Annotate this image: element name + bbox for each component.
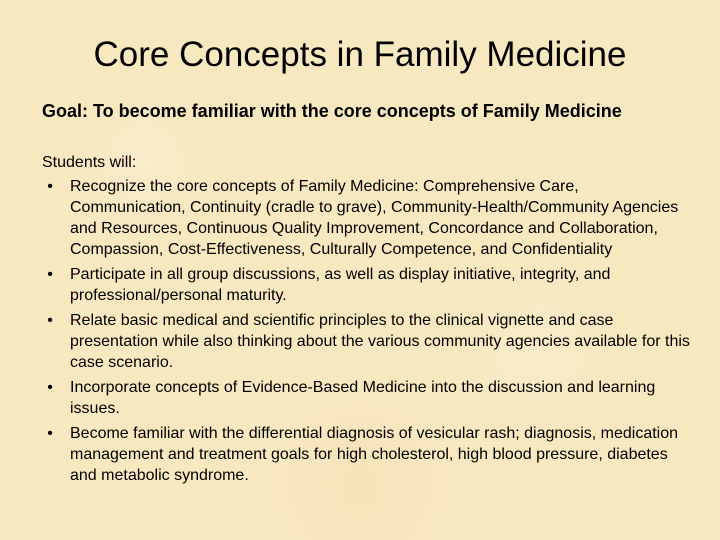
list-item-text: Recognize the core concepts of Family Medicine: Comprehensive Care, Communication, Continuity (cradle to grave), Community-Health/Community Agencies and Resources, Continuous Quality Improvement, Concordance and Collaboration, Compassion, Cost-Effectiveness, Culturally Competence, and Confidentiality [70,178,679,258]
bullet-icon: • [47,379,53,396]
list-item [42,176,692,260]
list-item [42,264,692,306]
list-item-text: Incorporate concepts of Evidence-Based Medicine into the discussion and learning issues. [70,379,656,417]
intro-text: Students will: [42,154,137,171]
list-item-text: Relate basic medical and scientific principles to the clinical vignette and case presentation while also thinking about the various community agencies available for this case scenario. [70,312,690,371]
list-item-text: Become familiar with the differential diagnosis of vesicular rash; diagnosis, medication management and treatment goals for high cholesterol, high blood pressure, diabetes and metabolic syndrome. [70,425,679,484]
list-item [42,423,692,486]
bullet-icon: • [47,266,53,283]
list-item [42,310,692,373]
list-item-text: Participate in all group discussions, as well as display initiative, integrity, and professional/personal maturity. [70,266,611,304]
slide-title: Core Concepts in Family Medicine [93,35,627,74]
objectives-list [42,176,692,490]
list-item [42,377,692,419]
bullet-icon: • [47,178,53,195]
goal-statement: Goal: To become familiar with the core concepts of Family Medicine [42,101,622,121]
bullet-icon: • [47,312,53,329]
bullet-icon: • [47,425,53,442]
